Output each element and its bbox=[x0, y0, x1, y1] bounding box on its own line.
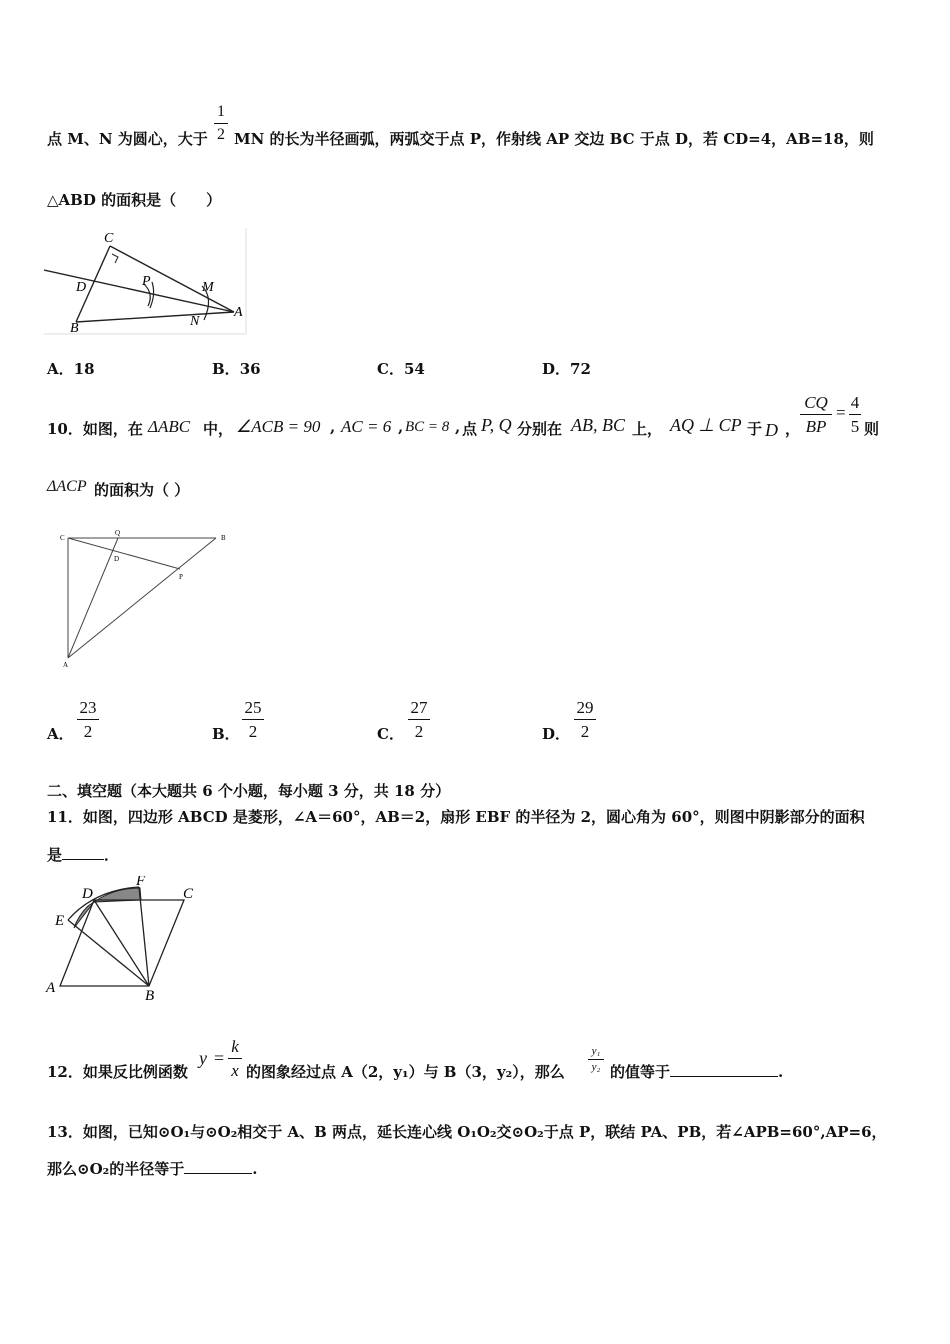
q9-line2: △ABD 的面积是（ ） bbox=[47, 191, 222, 209]
q9-label-A: A bbox=[234, 305, 243, 320]
q10-four-fifths-numerator: 4 bbox=[850, 393, 860, 412]
q12-end: . bbox=[778, 1063, 784, 1081]
q10-option-b-fraction bbox=[242, 697, 264, 742]
q10-comma-1: , bbox=[330, 418, 336, 436]
q10-equals: = bbox=[836, 403, 846, 422]
fraction-bar bbox=[228, 1058, 242, 1059]
q10-option-a-letter: A． bbox=[47, 725, 74, 743]
q10-option-d-letter: D． bbox=[542, 725, 571, 743]
option-value: 72 bbox=[570, 360, 591, 378]
q10-angle: ∠ACB = 90 bbox=[236, 417, 321, 436]
q10-option-c-fraction bbox=[408, 697, 430, 742]
q10-option-c-letter: C． bbox=[377, 725, 404, 743]
q10-option-b-letter: B． bbox=[212, 725, 240, 743]
q12-k: k bbox=[231, 1037, 239, 1056]
option-denominator: 2 bbox=[83, 722, 93, 741]
q12-pre: 12．如果反比例函数 bbox=[47, 1063, 188, 1081]
q9-label-D: D bbox=[76, 280, 87, 295]
q10-seg-AB bbox=[68, 538, 216, 658]
q9-half-denominator: 2 bbox=[217, 126, 225, 143]
option-numerator: 25 bbox=[244, 698, 262, 717]
q11-seg-BF bbox=[139, 887, 149, 986]
q9-option-b bbox=[212, 358, 261, 379]
q10-ratio-fraction bbox=[800, 392, 832, 437]
q10-dian: 点 bbox=[462, 420, 478, 438]
q12-y1-over-y2 bbox=[588, 1045, 604, 1074]
option-letter: B． bbox=[212, 360, 240, 378]
q10-d: D bbox=[765, 420, 778, 440]
q11-answer-blank bbox=[62, 859, 104, 860]
q12-y1: y₁ bbox=[591, 1045, 601, 1057]
q9-label-M: M bbox=[202, 280, 214, 295]
q11-line2-post: ． bbox=[104, 846, 120, 864]
q11-line2-pre: 是 bbox=[47, 846, 63, 864]
q10-option-d-fraction bbox=[574, 697, 596, 742]
q9-option-d bbox=[542, 358, 591, 379]
q10-line2-text: 的面积为（ ） bbox=[94, 481, 190, 499]
option-denominator: 2 bbox=[580, 722, 590, 741]
q9-label-B: B bbox=[70, 321, 79, 336]
q11-label-D: D bbox=[82, 886, 93, 902]
q13-line1: 13．如图，已知⊙O₁与⊙O₂相交于 A、B 两点，延长连心线 O₁O₂交⊙O₂于点 P，联结 PA、PB，若∠APB=60°,AP=6， bbox=[47, 1123, 887, 1141]
q13-line2-post: . bbox=[252, 1160, 258, 1178]
q12-post bbox=[610, 1061, 783, 1082]
q10-figure bbox=[58, 528, 238, 672]
q10-triangle: ΔABC bbox=[148, 417, 191, 436]
q9-option-c bbox=[377, 358, 425, 379]
q9-line1-post: MN 的长为半径画弧，两弧交于点 P，作射线 AP 交边 BC 于点 D，若 CD=4，AB=18，则 bbox=[234, 130, 874, 148]
q10-label-C: C bbox=[60, 534, 65, 542]
q10-label-P: P bbox=[179, 573, 183, 581]
q11-label-A: A bbox=[46, 980, 56, 996]
q10-line2-triangle: ΔACP bbox=[47, 478, 87, 495]
section-2-title: 二、填空题（本大题共 6 个小题，每小题 3 分，共 18 分） bbox=[47, 782, 451, 800]
option-letter: C． bbox=[377, 360, 404, 378]
q11-seg-BE bbox=[68, 920, 149, 986]
q12-x: x bbox=[231, 1061, 239, 1080]
q11-label-E: E bbox=[55, 913, 65, 929]
q13-line2 bbox=[47, 1158, 257, 1179]
q10-comma-3: , bbox=[455, 418, 461, 436]
q10-label-Q: Q bbox=[115, 529, 121, 537]
q10-comma-4: ， bbox=[785, 420, 801, 438]
q10-label-D: D bbox=[114, 555, 120, 563]
q9-right-angle-mark bbox=[112, 254, 118, 263]
option-numerator: 23 bbox=[79, 698, 97, 717]
q11-label-B: B bbox=[145, 988, 155, 1004]
q10-ratio-denominator: BP bbox=[805, 417, 827, 436]
q10-abbc: AB, BC bbox=[571, 415, 625, 435]
q10-pq: P, Q bbox=[481, 415, 512, 435]
fraction-bar bbox=[574, 719, 596, 720]
q9-label-P: P bbox=[142, 274, 151, 289]
q12-mid: 的图象经过点 A（2，y₁）与 B（3，y₂），那么 bbox=[246, 1063, 565, 1081]
fraction-bar bbox=[77, 719, 99, 720]
fraction-bar bbox=[849, 414, 861, 415]
option-denominator: 2 bbox=[414, 722, 424, 741]
q10-ze: 则 bbox=[864, 420, 880, 438]
q11-label-C: C bbox=[183, 886, 194, 902]
fraction-bar bbox=[214, 123, 228, 124]
q10-four-fifths-denominator: 5 bbox=[850, 417, 860, 436]
q9-label-C: C bbox=[104, 231, 114, 246]
q12-answer-blank bbox=[670, 1076, 778, 1077]
q12-k-over-x bbox=[228, 1036, 242, 1081]
q10-ratio-numerator: CQ bbox=[804, 393, 828, 412]
q10-ac: AC = 6 bbox=[341, 417, 392, 436]
q9-seg-BA bbox=[76, 312, 234, 322]
q13-answer-blank bbox=[184, 1173, 252, 1174]
q11-label-F: F bbox=[136, 876, 146, 889]
q10-four-fifths bbox=[849, 392, 861, 437]
q10-label-B: B bbox=[221, 534, 226, 542]
q9-half-fraction bbox=[214, 102, 228, 145]
q10-option-a-fraction bbox=[77, 697, 99, 742]
option-letter: D． bbox=[542, 360, 571, 378]
option-value: 54 bbox=[403, 360, 425, 378]
q11-line2 bbox=[47, 844, 119, 865]
option-numerator: 27 bbox=[410, 698, 428, 717]
q13-line2-pre: 那么⊙O₂的半径等于 bbox=[47, 1160, 185, 1178]
fraction-bar bbox=[242, 719, 264, 720]
option-letter: A． bbox=[47, 360, 74, 378]
option-denominator: 2 bbox=[248, 722, 258, 741]
q12-y: y bbox=[199, 1048, 207, 1068]
option-value: 36 bbox=[239, 360, 261, 378]
q9-line1-pre: 点 M、N 为圆心，大于 bbox=[47, 130, 208, 148]
q10-perp: AQ ⊥ CP bbox=[670, 415, 742, 435]
q10-number: 10．如图，在 bbox=[47, 420, 143, 438]
option-numerator: 29 bbox=[576, 698, 594, 717]
fraction-bar bbox=[408, 719, 430, 720]
q10-seg-AQ bbox=[68, 538, 118, 658]
q10-label-A: A bbox=[63, 661, 69, 669]
fraction-bar bbox=[800, 414, 832, 415]
q10-zhong: 中， bbox=[203, 420, 234, 438]
q10-fenbie: 分别在 bbox=[517, 420, 563, 438]
q10-comma-2: , bbox=[398, 418, 404, 436]
q9-label-N: N bbox=[190, 314, 200, 329]
q12-equals: = bbox=[214, 1048, 225, 1068]
q10-shang: 上， bbox=[632, 420, 663, 438]
q9-figure bbox=[44, 228, 248, 336]
q10-bc: BC = 8 bbox=[405, 419, 450, 435]
q11-seg-BD bbox=[94, 900, 149, 986]
q10-yu: 于 bbox=[747, 420, 763, 438]
q11-line1: 11．如图，四边形 ABCD 是菱形，∠A＝60°，AB＝2，扇形 EBF 的半径为 2，圆心角为 60°，则图中阴影部分的面积 bbox=[47, 808, 865, 826]
q11-figure bbox=[44, 876, 204, 1004]
fraction-bar bbox=[588, 1059, 604, 1060]
q9-seg-CA bbox=[110, 246, 234, 312]
q12-y2: y₂ bbox=[591, 1061, 601, 1073]
q12-post-text: 的值等于 bbox=[610, 1063, 671, 1081]
option-value: 18 bbox=[73, 360, 95, 378]
q9-half-numerator: 1 bbox=[217, 103, 225, 120]
q10-seg-CP bbox=[68, 538, 180, 569]
q9-option-a bbox=[47, 358, 95, 379]
